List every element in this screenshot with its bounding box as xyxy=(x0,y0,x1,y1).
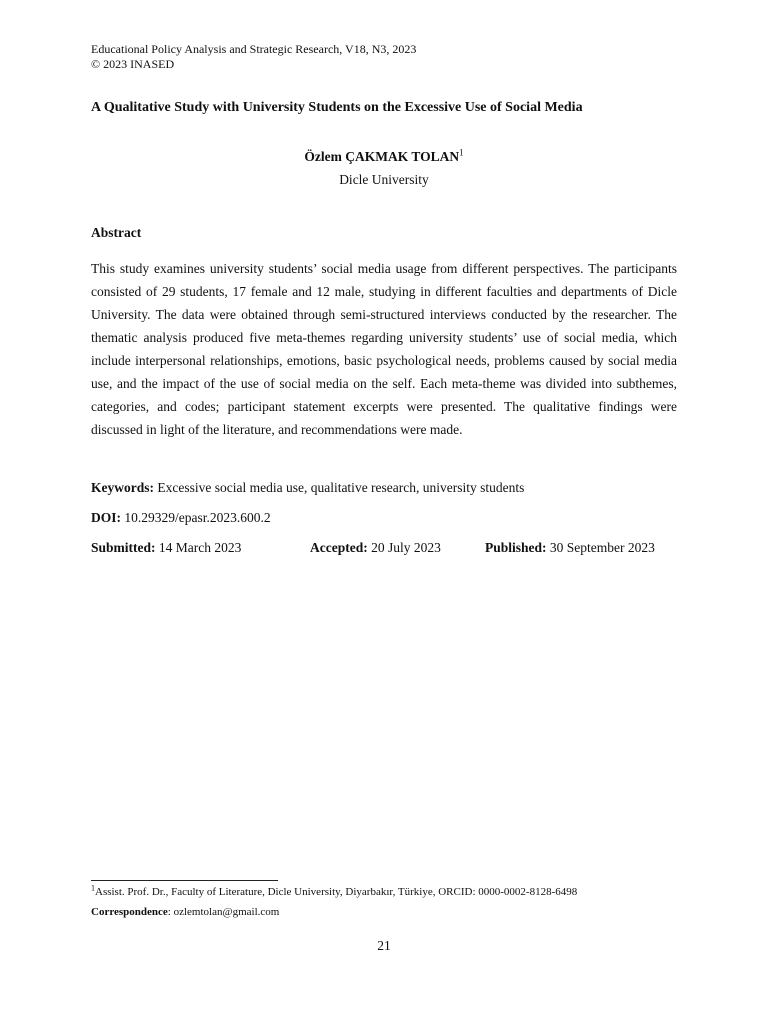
accepted-label: Accepted: xyxy=(310,540,368,555)
doi-line xyxy=(91,509,691,527)
article-title: A Qualitative Study with University Students on the Excessive Use of Social Media xyxy=(91,100,583,115)
accepted-date xyxy=(310,539,441,557)
keywords-line xyxy=(91,479,691,497)
abstract-heading: Abstract xyxy=(91,225,142,240)
keywords-value: Excessive social media use, qualitative research, university students xyxy=(157,480,525,495)
doi-label: DOI: xyxy=(91,510,121,525)
doi-value: 10.29329/epasr.2023.600.2 xyxy=(124,510,271,525)
author-line xyxy=(91,148,677,166)
footnote-author-note: Assist. Prof. Dr., Faculty of Literature, Dicle University, Diyarbakır, Türkiye, ORCID: 0000-0002-8128-6498 xyxy=(95,886,578,898)
abstract-text: This study examines university students’ social media usage from different perspectives. The participants consisted of 29 students, 17 female and 12 male, studying in different faculties and departments of Dicle University. The data were obtained through semi-structured interviews conducted by the researcher. The thematic analysis produced five meta-themes regarding university students’ use of social media, which include interpersonal relationships, emotions, basic psychological needs, problems caused by social media use, and the impact of the use of social media on the self. Each meta-theme was divided into subthemes, categories, and codes; participant statement excerpts were presented. The qualitative findings were discussed in light of the literature, and recommendations were made. xyxy=(91,261,677,437)
author-footnote xyxy=(91,885,577,899)
author-name: Özlem ÇAKMAK TOLAN xyxy=(304,149,460,164)
footnote-separator xyxy=(91,880,278,881)
accepted-value: 20 July 2023 xyxy=(371,540,441,555)
submitted-value: 14 March 2023 xyxy=(158,540,242,555)
published-value: 30 September 2023 xyxy=(549,540,655,555)
footnote-mark: 1 xyxy=(91,883,95,893)
journal-citation-line: Educational Policy Analysis and Strategic Research, V18, N3, 2023 xyxy=(91,42,417,56)
author-footnote-mark: 1 xyxy=(459,147,464,158)
correspondence-label: Correspondence xyxy=(91,906,168,918)
copyright-line: © 2023 INASED xyxy=(91,57,175,71)
submitted-label: Submitted: xyxy=(91,540,156,555)
submitted-date xyxy=(91,539,241,557)
author-affiliation: Dicle University xyxy=(339,172,429,187)
page-number: 21 xyxy=(377,938,391,953)
keywords-label: Keywords: xyxy=(91,480,154,495)
journal-header xyxy=(91,42,416,72)
correspondence-email: : ozlemtolan@gmail.com xyxy=(167,906,280,918)
correspondence-footnote xyxy=(91,905,279,919)
published-date xyxy=(485,539,655,557)
published-label: Published: xyxy=(485,540,547,555)
